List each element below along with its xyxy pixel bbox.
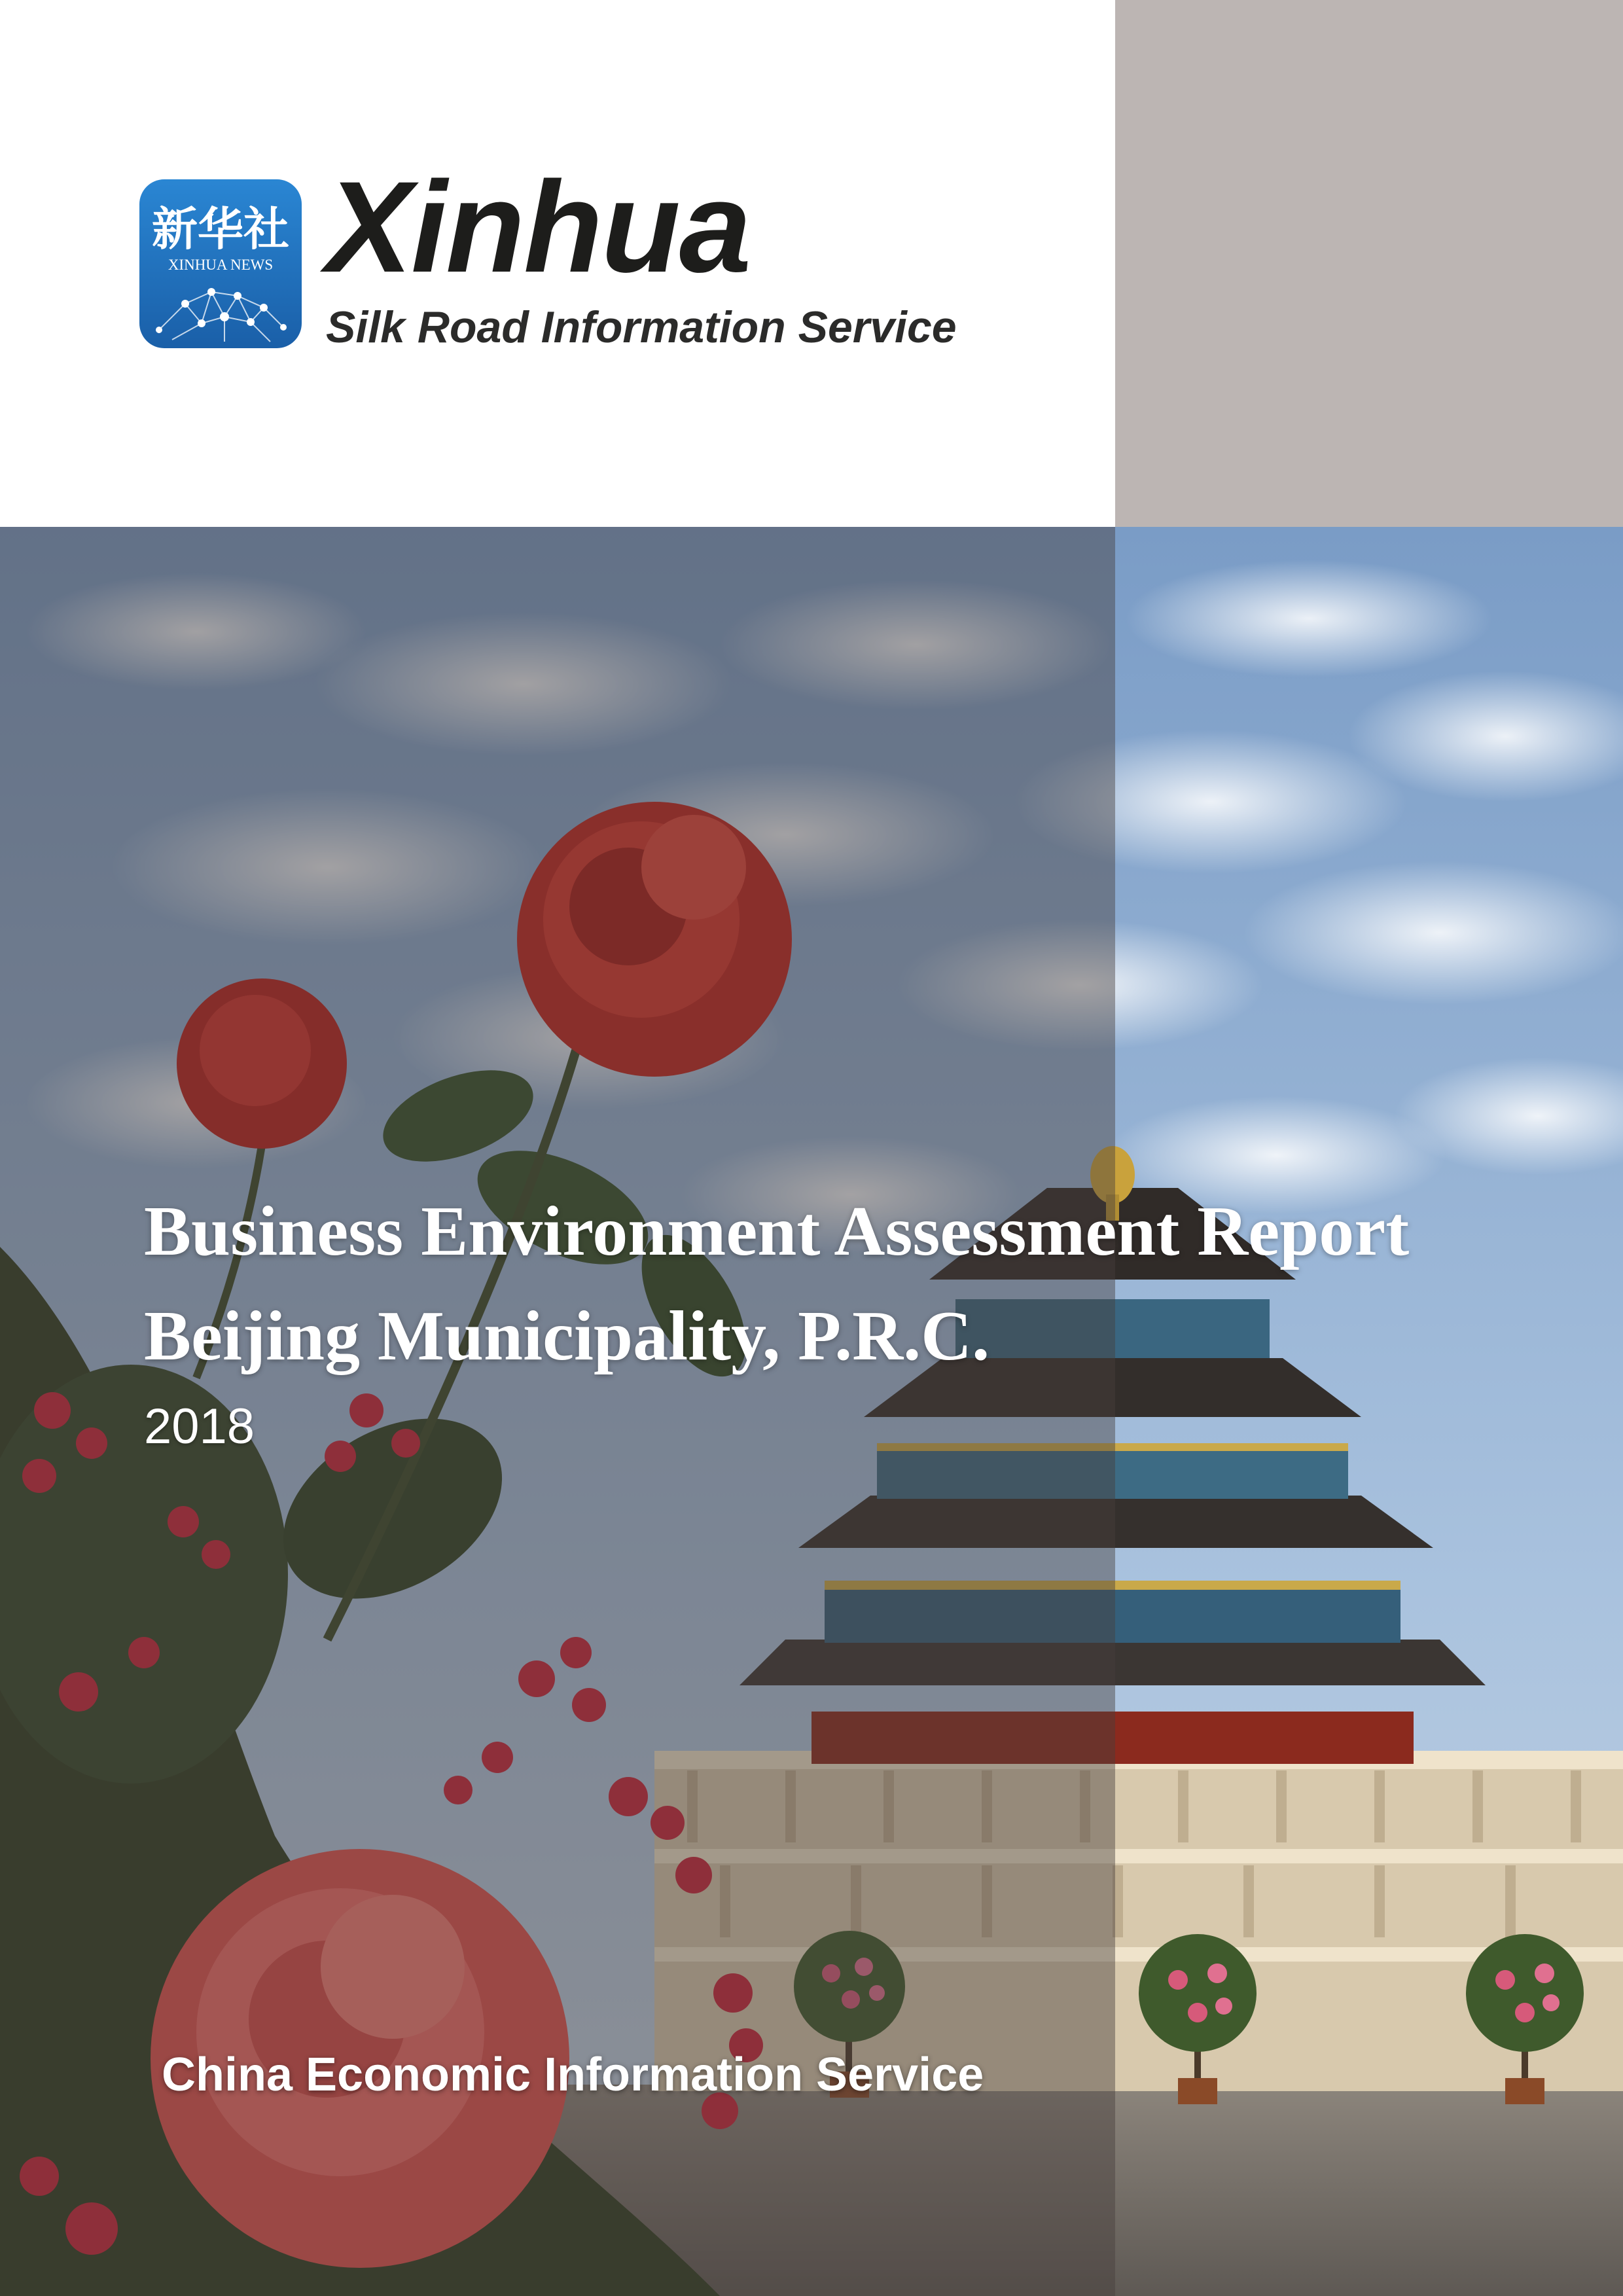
report-title-line-1: Business Environment Assessment Report xyxy=(144,1193,1410,1270)
header-grey-panel xyxy=(1115,0,1623,527)
report-title-line-2: Beijing Municipality, P.R.C. xyxy=(144,1297,990,1375)
report-year: 2018 xyxy=(144,1399,255,1454)
brand-name: Xinhua xyxy=(326,154,751,299)
logo-en-text: XINHUA NEWS xyxy=(168,257,274,273)
logo-cn-text: 新华社 xyxy=(152,202,289,256)
publisher-name: China Economic Information Service xyxy=(162,2049,984,2101)
brand-subtitle: Silk Road Information Service xyxy=(326,302,957,352)
xinhua-news-logo-icon xyxy=(139,179,302,348)
